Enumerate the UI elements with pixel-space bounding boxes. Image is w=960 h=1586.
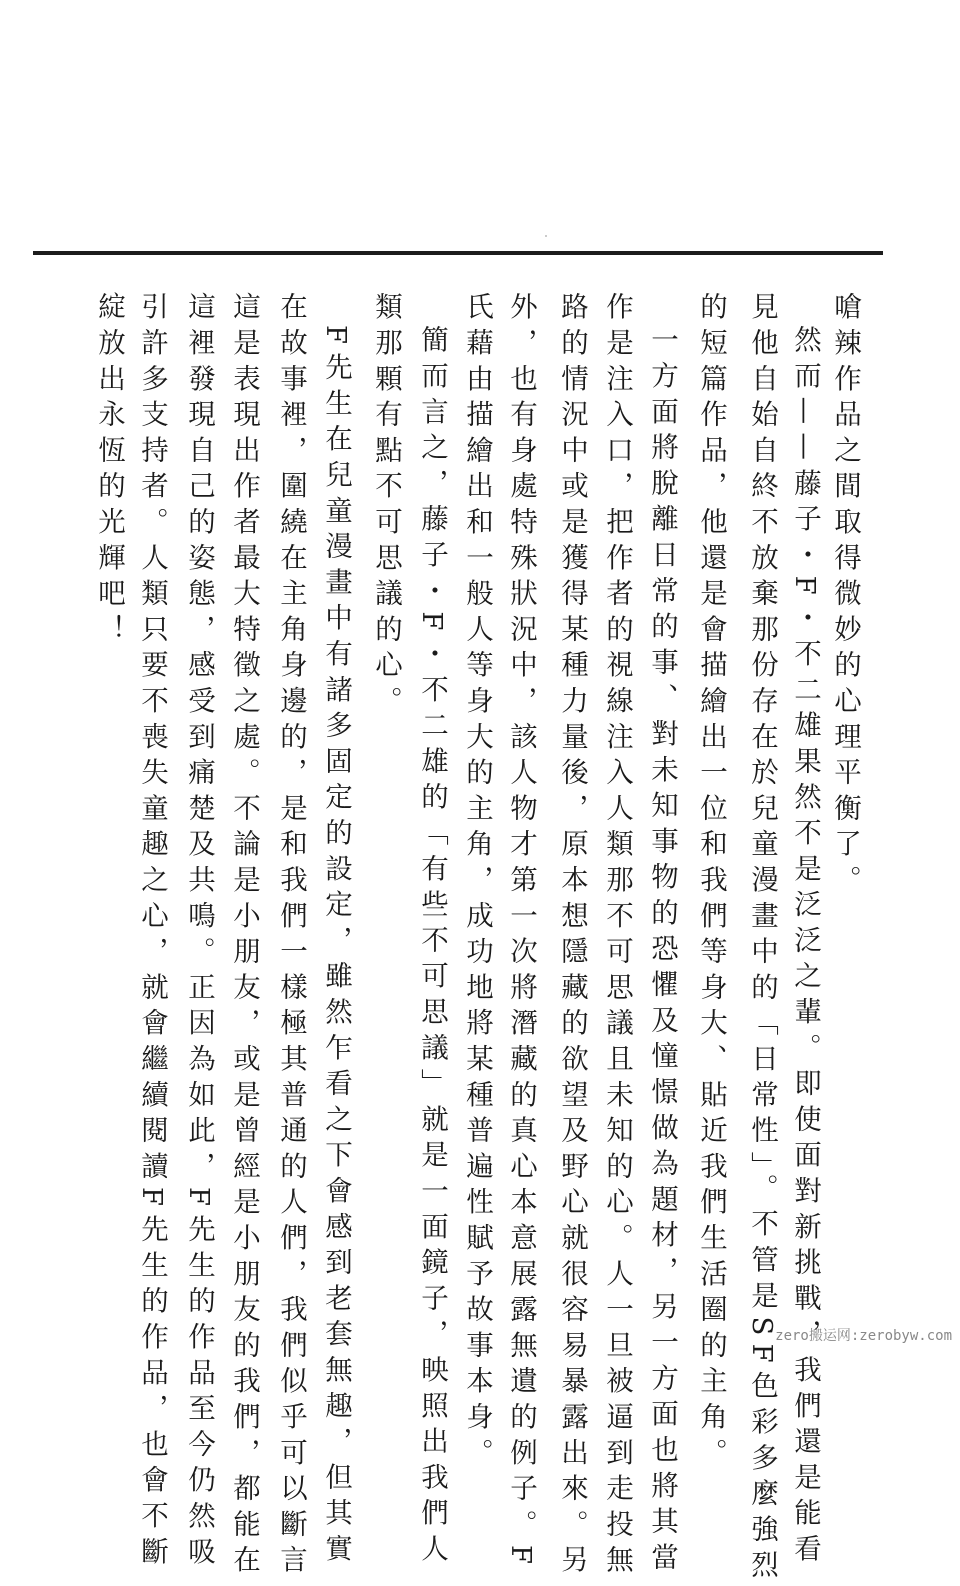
watermark: zero搬运网:zerobyw.com bbox=[775, 1328, 952, 1344]
text-column: 作是注入口，把作者的視線注入人類那不可思議且未知的心。人一旦被逼到走投無 bbox=[601, 292, 633, 1581]
text-column: 簡而言之，藤子・F・不二雄的「有些不可思議」就是一面鏡子，映照出我們人 bbox=[416, 325, 448, 1570]
text-column: 綻放出永恆的光輝吧！ bbox=[93, 292, 125, 650]
scan-speck bbox=[545, 235, 547, 237]
text-column: 引許多支持者。人類只要不喪失童趣之心，就會繼續閱讀F先生的作品，也會不斷 bbox=[136, 292, 168, 1573]
text-column: 外，也有身處特殊狀況中，該人物才第一次將潛藏的真心本意展露無遺的例子。F bbox=[505, 292, 537, 1573]
text-column: 見他自始自終不放棄那份存在於兒童漫畫中的「日常性」。不管是SF色彩多麼強烈 bbox=[746, 292, 778, 1586]
text-column: 這裡發現自己的姿態，感受到痛楚及共鳴。正因為如此，F先生的作品至今仍然吸 bbox=[183, 292, 215, 1573]
text-column: 一方面將脫離日常的事、對未知事物的恐懼及憧憬做為題材，另一方面也將其當 bbox=[646, 325, 678, 1578]
text-column: 類那顆有點不可思議的心。 bbox=[370, 292, 402, 722]
text-column: 路的情況中或是獲得某種力量後，原本想隱藏的欲望及野心就很容易暴露出來。另 bbox=[556, 292, 588, 1581]
text-column: 氏藉由描繪出和一般人等身大的主角，成功地將某種普遍性賦予故事本身。 bbox=[461, 292, 493, 1474]
text-column: 在故事裡，圍繞在主角身邊的，是和我們一樣極其普通的人們，我們似乎可以斷言 bbox=[275, 292, 307, 1581]
text-column: 嗆辣作品之間取得微妙的心理平衡了。 bbox=[829, 292, 861, 901]
text-column: F先生在兒童漫畫中有諸多固定的設定，雖然乍看之下會感到老套無趣，但其實 bbox=[320, 325, 352, 1570]
header-rule bbox=[33, 251, 883, 255]
text-column: 這是表現出作者最大特徵之處。不論是小朋友，或是曾經是小朋友的我們，都能在 bbox=[228, 292, 260, 1581]
text-column: 然而——藤子・F・不二雄果然不是泛泛之輩。即使面對新挑戰，我們還是能看 bbox=[789, 325, 821, 1570]
text-column: 的短篇作品，他還是會描繪出一位和我們等身大、貼近我們生活圈的主角。 bbox=[695, 292, 727, 1474]
